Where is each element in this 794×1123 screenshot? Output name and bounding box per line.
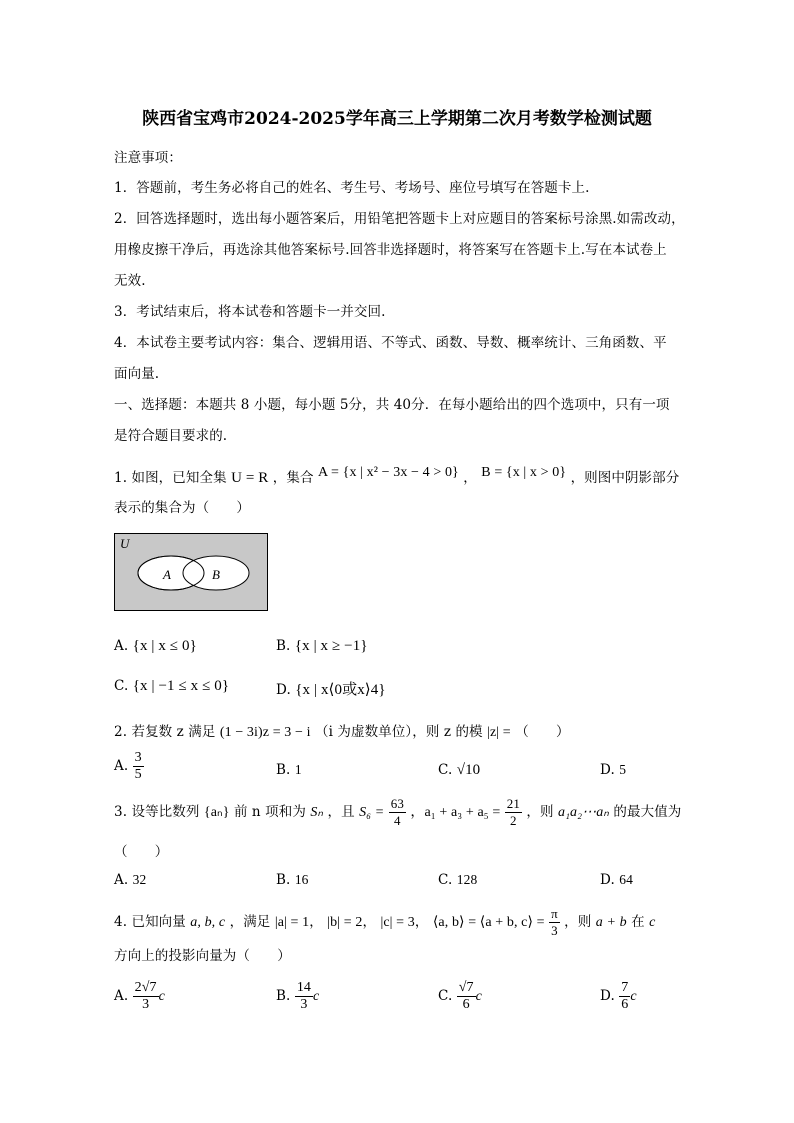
q3-text-4: ，则 [526, 804, 554, 820]
q1-stem-line-2: 表示的集合为（ ） [114, 500, 250, 516]
fraction-denominator: 3 [551, 923, 558, 938]
option-label: A. [114, 988, 129, 1004]
note-1: 1．答题前，考生务必将自己的姓名、考生号、考场号、座位号填写在答题卡上. [114, 180, 590, 196]
option-label: B. [276, 762, 291, 778]
q3-s6-fraction [389, 796, 406, 829]
q1-text-2: ，集合 [272, 470, 314, 486]
q4-vector-c: c [649, 915, 656, 930]
fraction-numerator: π [551, 906, 558, 921]
q3-sum-fraction [505, 796, 522, 829]
q1-stem-line-1 [114, 466, 679, 487]
page-title: 陕西省宝鸡市2024-2025学年高三上学期第二次月考数学检测试题 [142, 109, 652, 129]
option-text: {x | −1 ≤ x ≤ 0} [132, 678, 230, 694]
option-label: D. [276, 682, 291, 698]
note-2-line-3: 无效. [114, 273, 146, 289]
q2-option-b[interactable] [276, 762, 302, 778]
q3-s6: S₆ = [359, 805, 385, 820]
option-label: A. [114, 872, 129, 888]
note-2-line-1: 2．回答选择题时，选出每小题答案后，用铅笔把答题卡上对应题目的答案标号涂黑.如需改动， [114, 211, 685, 227]
note-4-line-2: 面向量. [114, 366, 160, 382]
option-fraction [133, 750, 144, 783]
option-label: A. [114, 758, 129, 774]
venn-label-u: U [120, 536, 130, 551]
option-fraction [457, 980, 476, 1013]
q4-stem-line-1: 4. 已知向量 a, b, c ，满足 |a| = 1， |b| = 2， |c| = 3， ⟨a, b⟩ = ⟨a + b, c⟩ = $\frac{\pi}{3}$ ，则 a + b 在 c [114, 906, 656, 938]
option-vector: c [630, 989, 637, 1004]
option-text: 128 [456, 872, 478, 887]
option-text: {x | x ≥ −1} [294, 638, 368, 654]
option-text: {x | x⟨0或x⟩4} [295, 682, 386, 698]
option-vector: c [475, 989, 482, 1004]
fraction-numerator: 3 [134, 750, 142, 765]
option-text: 16 [294, 872, 309, 887]
q2-text-1: 2. 若复数 z 满足 [114, 724, 216, 740]
fraction-denominator: 2 [510, 813, 517, 828]
venn-label-a: A [163, 567, 171, 582]
q1-universal-set: U = R [231, 470, 269, 486]
q3-option-b[interactable] [276, 872, 309, 888]
fraction-denominator: 3 [300, 997, 308, 1012]
option-text: 5 [619, 762, 627, 777]
q3-option-a[interactable] [114, 872, 146, 888]
q1-option-c[interactable] [114, 678, 229, 695]
q4-option-a[interactable] [114, 980, 165, 1013]
notes-heading: 注意事项： [114, 150, 182, 166]
q4-cond-c: |c| = 3 [380, 915, 415, 930]
q1-option-a[interactable] [114, 638, 197, 655]
q2-text-2: （i 为虚数单位），则 z 的模 [315, 724, 483, 740]
q1-set-b: B = {x | x > 0} [481, 465, 567, 480]
q4-option-b[interactable] [276, 980, 319, 1013]
option-text: 64 [619, 872, 633, 887]
option-text: √10 [456, 762, 481, 778]
q2-option-a[interactable] [114, 750, 144, 783]
option-fraction [295, 980, 313, 1013]
option-label: B. [276, 872, 291, 888]
note-3: 3．考试结束后，将本试卷和答题卡一并交回. [114, 304, 386, 320]
q2-option-d[interactable] [600, 762, 626, 778]
option-fraction [133, 980, 159, 1013]
q4-vectors: a, b, c [190, 915, 226, 930]
fraction-numerator: 14 [296, 980, 312, 995]
fraction-numerator: 21 [506, 796, 520, 811]
q3-stem-line-1 [114, 796, 681, 829]
venn-label-b: B [212, 567, 220, 582]
q1-text-3: ，则图中阴影部分 [570, 470, 680, 486]
q3-text-3: ，且 [327, 804, 355, 820]
option-text: {x | x ≤ 0} [132, 638, 197, 654]
fraction-denominator: 5 [134, 767, 142, 782]
fraction-numerator: 2√7 [134, 980, 157, 995]
q4-angle: ⟨a, b⟩ = ⟨a + b, c⟩ = [432, 915, 545, 930]
q1-set-a: A = {x | x² − 3x − 4 > 0} [318, 465, 459, 480]
venn-diagram [114, 533, 268, 611]
q3-sum: ，a₁ + a₃ + a₅ = [410, 805, 501, 820]
option-label: D. [600, 988, 615, 1004]
note-4-line-1: 4．本试卷主要考试内容：集合、逻辑用语、不等式、函数、导数、概率统计、三角函数、平 [114, 335, 667, 351]
fraction-denominator: 6 [462, 997, 470, 1012]
fraction-denominator: 3 [142, 997, 150, 1012]
section-heading-line-1: 一、选择题：本题共 8 小题，每小题 5分，共 40分．在每小题给出的四个选项中，只有一项 [114, 397, 670, 413]
fraction-numerator: 7 [621, 980, 629, 995]
q4-cond-b: |b| = 2 [327, 915, 363, 930]
option-label: C. [114, 678, 129, 694]
option-fraction [619, 980, 630, 1013]
q1-option-d[interactable] [276, 678, 386, 699]
q3-text-5: 的最大值为 [613, 804, 682, 820]
q2-modulus: |z| = [487, 725, 511, 740]
q4-option-c[interactable] [438, 980, 482, 1013]
q4-option-d[interactable] [600, 980, 637, 1013]
q3-text-1: 3. 设等比数列 [114, 804, 200, 820]
q2-stem [114, 720, 570, 741]
option-label: D. [600, 762, 615, 778]
q3-sequence: {aₙ} [203, 805, 230, 820]
option-label: B. [276, 638, 291, 654]
q4-angle-fraction [549, 906, 560, 939]
section-heading-line-2: 是符合题目要求的. [114, 428, 228, 444]
q3-stem-line-2: （ ） [114, 844, 169, 860]
q3-option-c[interactable] [438, 872, 477, 888]
q1-comma: ， [463, 470, 477, 486]
option-label: C. [438, 872, 453, 888]
q4-text-2: ，满足 [229, 914, 271, 930]
q2-text-3: （ ） [515, 724, 570, 740]
fraction-denominator: 4 [394, 813, 401, 828]
option-vector: c [313, 989, 320, 1004]
q3-sn: Sₙ [310, 805, 324, 820]
q1-text-1: 1. 如图，已知全集 [114, 470, 227, 486]
option-label: D. [600, 872, 615, 888]
fraction-numerator: √7 [458, 980, 474, 995]
fraction-numerator: 63 [390, 796, 404, 811]
q3-text-2: 前 n 项和为 [233, 804, 306, 820]
option-text: 1 [294, 762, 302, 777]
q2-option-c[interactable] [438, 762, 480, 779]
option-text: 32 [132, 872, 147, 887]
option-label: C. [438, 762, 453, 778]
option-label: C. [438, 988, 453, 1004]
q3-product: a₁a₂⋯aₙ [557, 805, 609, 820]
q4-text-1: 4. 已知向量 [114, 914, 186, 930]
q1-option-b[interactable] [276, 638, 368, 655]
note-2-line-2: 用橡皮擦干净后，再选涂其他答案标号.回答非选择题时，将答案写在答题卡上.写在本试卷上 [114, 242, 667, 258]
q4-text-3: ，则 [564, 914, 592, 930]
q4-cond-a: |a| = 1 [274, 915, 310, 930]
q2-equation: (1 − 3i)z = 3 − i [219, 725, 311, 740]
q4-text-4: 在 [631, 914, 645, 930]
q4-sum-vector: a + b [595, 915, 627, 930]
fraction-denominator: 6 [621, 997, 629, 1012]
option-label: A. [114, 638, 129, 654]
q3-option-d[interactable] [600, 872, 633, 888]
option-vector: c [158, 989, 165, 1004]
option-label: B. [276, 988, 291, 1004]
q4-stem-line-2: 方向上的投影向量为（ ） [114, 948, 291, 964]
